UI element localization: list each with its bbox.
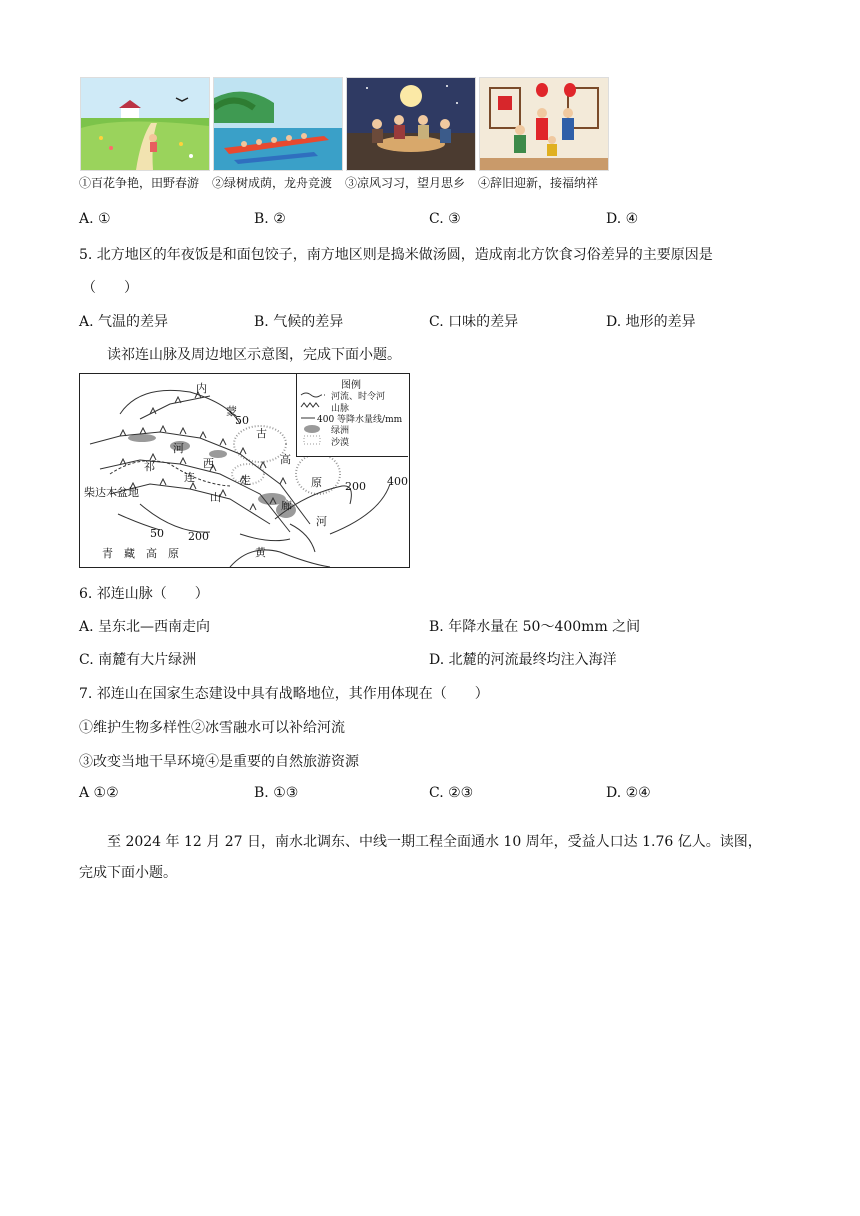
q7-statement-line1: ①维护生物多样性②冰雪融水可以补给河流 [79,720,345,736]
map-label-iso200b: 200 [188,530,209,543]
map-label-qinghai-plateau: 青 藏 高 原 [102,547,179,560]
q5-option-b[interactable]: B. 气候的差异 [254,314,344,330]
map-legend [296,374,408,457]
water-transfer-intro-line2: 完成下面小题。 [79,865,177,881]
map-label-xi: 西 [203,457,214,470]
q5-option-a[interactable]: A. 气温的差异 [79,314,169,330]
q4-option-a[interactable]: A. ① [79,211,111,227]
map-label-iso200a: 200 [345,480,366,493]
map-label-iso50b: 50 [150,527,164,540]
q7-option-d[interactable]: D. ②④ [606,785,651,801]
caption-4: ④辞旧迎新，接福纳祥 [478,176,599,190]
map-label-yuan: 原 [311,476,322,489]
map-label-he2: 河 [316,515,327,528]
q7-option-b[interactable]: B. ①③ [254,785,299,801]
map-label-gu: 古 [256,427,267,440]
q6-stem: 6. 祁连山脉（ ） [79,586,209,602]
map-label-lang: 廊 [281,499,292,512]
legend-isohyet: 400 等降水量线/mm [317,415,403,425]
q5-paren: （ ） [82,280,138,296]
water-transfer-intro-line1: 至 2024 年 12 月 27 日，南水北调东、中线一期工程全面通水 10 周年，受益人口达 1.76 亿人。读图， [107,834,762,850]
q6-option-c[interactable]: C. 南麓有大片绿洲 [79,652,197,668]
mid-autumn-picture [346,77,476,171]
legend-desert: 沙漠 [331,438,350,448]
spring-field-picture [80,77,210,171]
map-label-huang: 黄 [255,546,266,559]
map-label-meng: 蒙 [226,405,237,418]
q5-option-c[interactable]: C. 口味的差异 [429,314,519,330]
map-label-shan: 山 [210,491,221,504]
caption-2: ②绿树成荫，龙舟竞渡 [212,176,333,190]
new-year-picture [479,77,609,171]
caption-3: ③凉风习习，望月思乡 [345,176,466,190]
map-label-gao: 高 [280,453,291,466]
q7-stem: 7. 祁连山在国家生态建设中具有战略地位，其作用体现在（ ） [79,686,489,702]
q4-option-d[interactable]: D. ④ [606,211,639,227]
legend-mountain: 山脉 [331,404,350,414]
caption-1: ①百花争艳，田野春游 [79,176,200,190]
legend-river: 河流、时令河 [331,392,386,402]
map-label-iso50a: 50 [235,414,249,427]
map-label-iso400: 400 [387,475,408,488]
dragon-boat-picture [213,77,343,171]
legend-title: 图例 [341,380,361,391]
q7-statement-line2: ③改变当地干旱环境④是重要的自然旅游资源 [79,754,359,770]
picture-captions [79,174,598,191]
q7-option-c[interactable]: C. ②③ [429,785,474,801]
map-label-lian: 连 [184,471,195,484]
map-label-qi: 祁 [144,460,155,473]
map-intro: 读祁连山脉及周边地区示意图，完成下面小题。 [107,347,401,363]
q6-option-d[interactable]: D. 北麓的河流最终均注入海洋 [429,652,617,668]
map-label-zou: 走 [240,474,251,487]
map-label-he: 河 [173,442,184,455]
q7-option-a[interactable]: A ①② [79,785,119,801]
map-label-qaidam: 柴达木盆地 [84,486,139,499]
legend-oasis: 绿洲 [331,426,350,436]
q4-option-c[interactable]: C. ③ [429,211,461,227]
q4-option-b[interactable]: B. ② [254,211,286,227]
q5-stem: 5. 北方地区的年夜饭是和面包饺子，南方地区则是捣米做汤圆，造成南北方饮食习俗差异的主要原因是 [79,247,713,263]
q6-option-b[interactable]: B. 年降水量在 50～400mm 之间 [429,619,641,635]
q6-option-a[interactable]: A. 呈东北—西南走向 [79,619,211,635]
q5-option-d[interactable]: D. 地形的差异 [606,314,696,330]
map-label-nei: 内 [196,382,207,395]
